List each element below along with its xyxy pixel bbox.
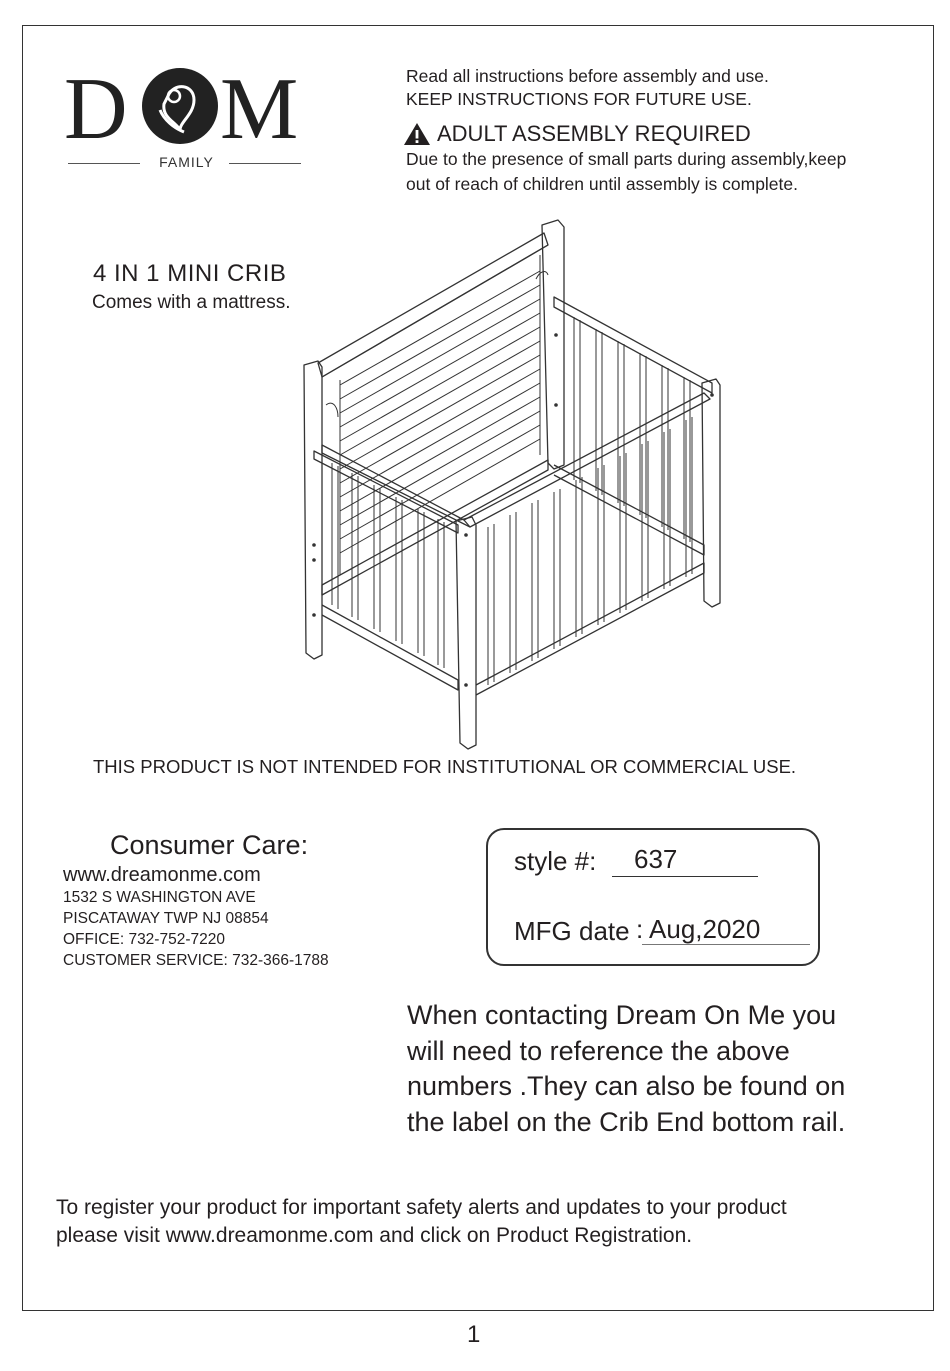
adult-assembly-heading [403, 121, 751, 147]
style-label: style #: [514, 846, 597, 876]
contact-note-line3: numbers .They can also be found on [407, 1071, 846, 1101]
keep-instructions-line: KEEP INSTRUCTIONS FOR FUTURE USE. [406, 89, 752, 109]
product-subtitle: Comes with a mattress. [92, 292, 291, 313]
contact-note-line2: will need to reference the above [407, 1036, 790, 1066]
warning-text-line2: out of reach of children until assembly is complete. [406, 174, 798, 194]
address-line1: 1532 S WASHINGTON AVE [63, 889, 256, 906]
dom-logo-mark [64, 66, 309, 146]
svg-text:M: M [220, 66, 299, 146]
registration-line1: To register your product for important safety alerts and updates to your product [56, 1196, 787, 1219]
read-instructions-line: Read all instructions before assembly and use. [406, 66, 769, 86]
consumer-care-website: www.dreamonme.com [63, 864, 261, 886]
product-title: 4 IN 1 MINI CRIB [93, 260, 287, 287]
style-underline [612, 876, 758, 877]
crib-illustration [292, 215, 724, 750]
logo-family-text: FAMILY [64, 154, 309, 170]
consumer-care-title: Consumer Care: [110, 830, 309, 860]
brand-logo [64, 66, 309, 186]
registration-line2: please visit www.dreamonme.com and click on Product Registration. [56, 1224, 693, 1247]
warning-triangle-icon [403, 122, 431, 146]
customer-service-phone: CUSTOMER SERVICE: 732-366-1788 [63, 952, 329, 969]
address-line2: PISCATAWAY TWP NJ 08854 [63, 910, 269, 927]
commercial-use-notice: THIS PRODUCT IS NOT INTENDED FOR INSTITUTIONAL OR COMMERCIAL USE. [93, 756, 797, 777]
office-phone: OFFICE: 732-752-7220 [63, 931, 225, 948]
mfg-date-label: MFG date [514, 916, 630, 946]
contact-note-line1: When contacting Dream On Me you [407, 1000, 837, 1030]
contact-note-line4: the label on the Crib End bottom rail. [407, 1107, 846, 1137]
mfg-date-value: : Aug,2020 [636, 914, 761, 944]
warning-text-line1: Due to the presence of small parts during assembly,keep [406, 149, 847, 169]
product-info-box [486, 828, 820, 966]
page-number: 1 [467, 1321, 481, 1348]
style-value: 637 [634, 844, 678, 874]
svg-text:D: D [64, 66, 128, 146]
adult-assembly-title: ADULT ASSEMBLY REQUIRED [437, 121, 751, 146]
